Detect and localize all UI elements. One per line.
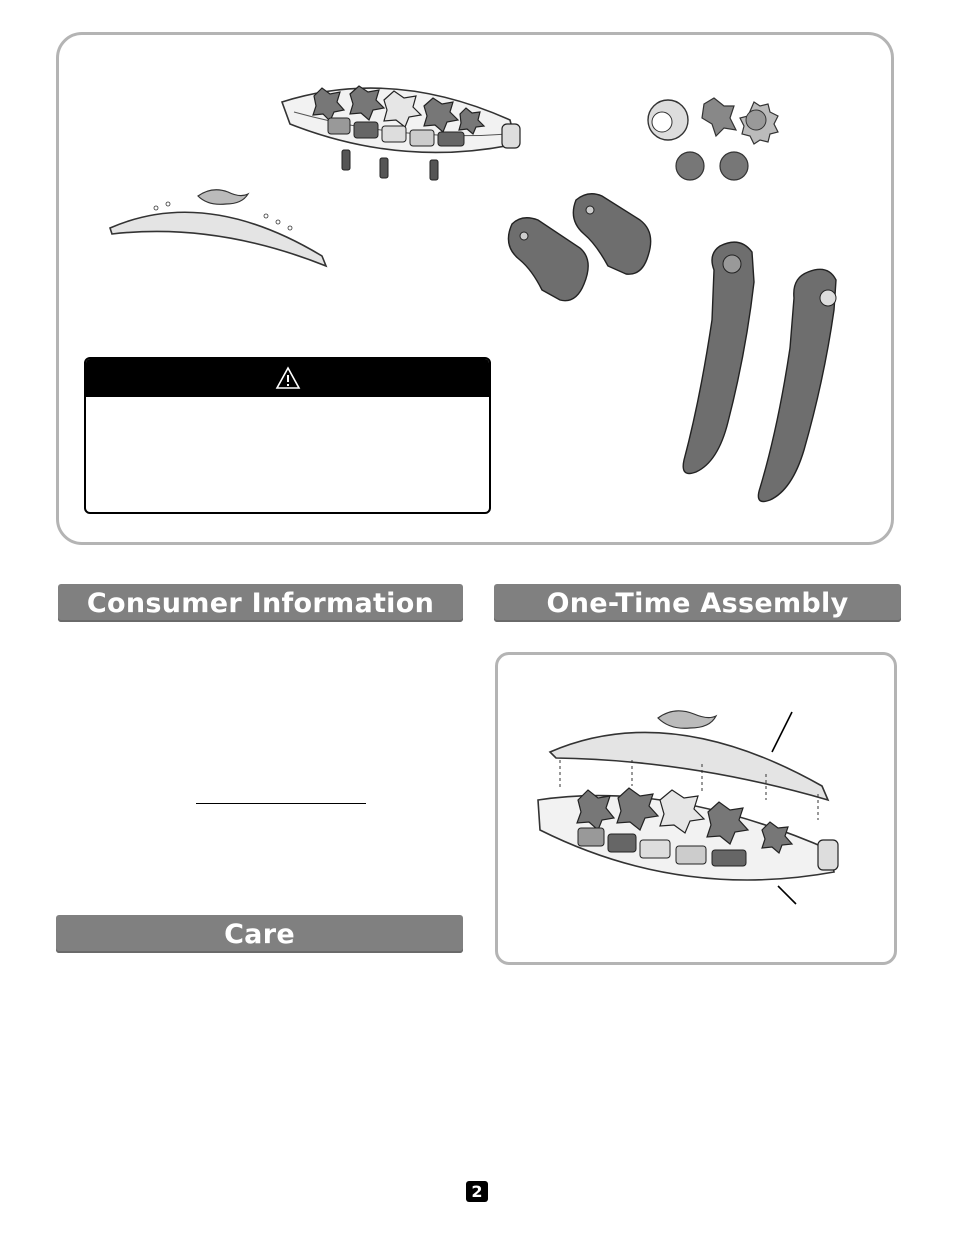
toy-bar-illustration	[272, 72, 528, 190]
small-toys-illustration	[642, 94, 784, 190]
one-time-assembly-header: One-Time Assembly	[494, 584, 901, 622]
warning-triangle-icon	[275, 366, 301, 390]
assembly-illustration	[520, 700, 850, 910]
warning-text	[86, 397, 489, 417]
care-header: Care	[56, 915, 463, 953]
page-number: 2	[466, 1181, 488, 1202]
leg-pieces-illustration	[500, 190, 660, 308]
warning-box	[84, 357, 491, 514]
arch-cover-illustration	[106, 182, 332, 268]
consumer-information-body	[60, 636, 460, 906]
warning-header	[86, 359, 489, 397]
consumer-information-header: Consumer Information	[58, 584, 463, 622]
long-legs-illustration	[680, 238, 850, 514]
blank-line	[196, 803, 366, 804]
